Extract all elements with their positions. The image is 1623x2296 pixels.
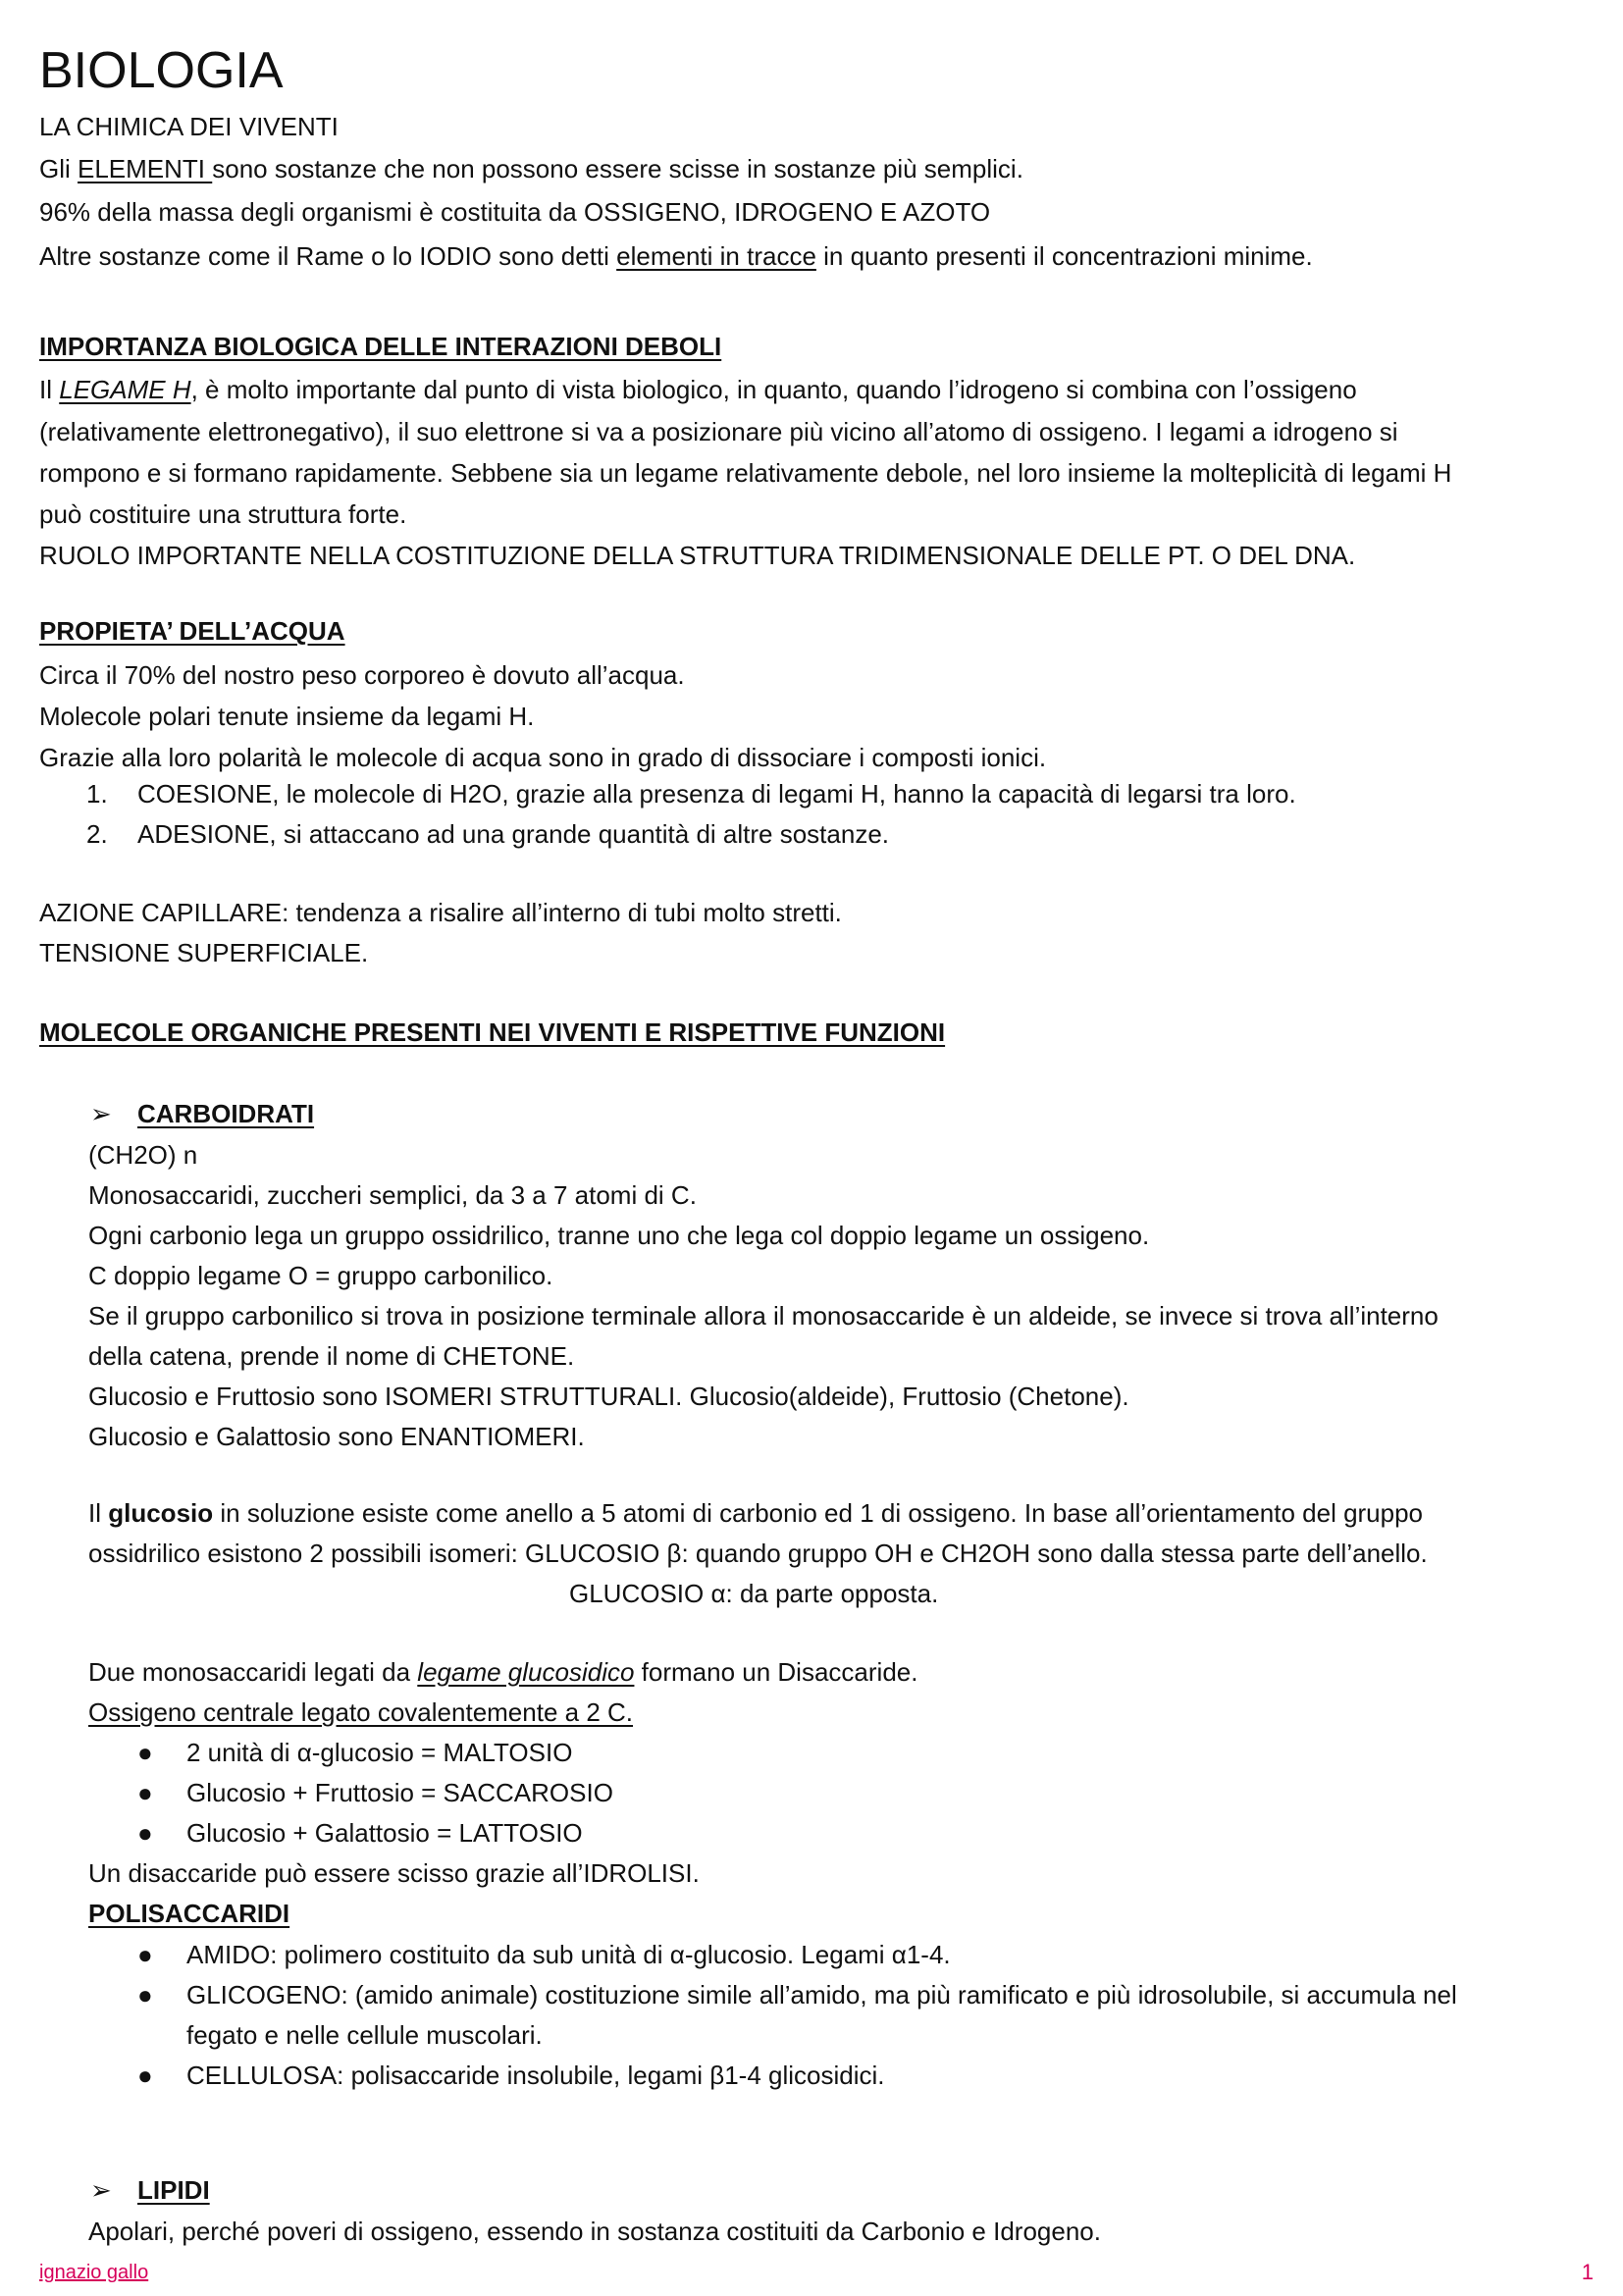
glucosio-line-3: GLUCOSIO α: da parte opposta.	[569, 1579, 939, 1608]
footer-author-link[interactable]: ignazio gallo	[39, 2262, 149, 2283]
list-item: 2 unità di α-glucosio = MALTOSIO	[186, 1738, 573, 1767]
s1-line-2: (relativamente elettronegativo), il suo elettrone si va a posizionare più vicino all’atomo di ossigeno. I legami a idrogeno si	[39, 417, 1398, 446]
s2-line-2: Molecole polari tenute insieme da legami H.	[39, 702, 535, 731]
polisaccaridi-heading: POLISACCARIDI	[88, 1899, 290, 1928]
carbo-line-7: Glucosio e Galattosio sono ENANTIOMERI.	[88, 1422, 585, 1451]
idrolisi-line: Un disaccaride può essere scisso grazie all’IDROLISI.	[88, 1858, 700, 1888]
carbo-line-5: della catena, prende il nome di CHETONE.	[88, 1341, 575, 1371]
elementi-in-tracce-term: elementi in tracce	[616, 241, 816, 271]
carbo-formula: (CH2O) n	[88, 1140, 198, 1170]
lipidi-title: LIPIDI	[137, 2175, 210, 2205]
disaccaride-line: Due monosaccaridi legati da legame glucosidico formano un Disaccaride.	[88, 1657, 918, 1687]
list-item: COESIONE, le molecole di H2O, grazie alla presenza di legami H, hanno la capacità di legarsi tra loro.	[137, 779, 1296, 809]
arrow-bullet-icon: ➢	[90, 1099, 112, 1128]
list-number: 1.	[86, 779, 108, 809]
list-item-continuation: fegato e nelle cellule muscolari.	[186, 2020, 543, 2050]
s1-line-4: può costituire una struttura forte.	[39, 499, 407, 529]
list-number: 2.	[86, 819, 108, 849]
section-heading-molecole: MOLECOLE ORGANICHE PRESENTI NEI VIVENTI E RISPETTIVE FUNZIONI	[39, 1018, 946, 1047]
bullet-dot: ●	[137, 1940, 153, 1969]
s2-line-5: TENSIONE SUPERFICIALE.	[39, 938, 369, 967]
intro-line-2: 96% della massa degli organismi è costituita da OSSIGENO, IDROGENO E AZOTO	[39, 197, 991, 227]
bullet-dot: ●	[137, 2061, 153, 2090]
s1-line-3: rompono e si formano rapidamente. Sebbene sia un legame relativamente debole, nel loro insieme la molteplicità di legami H	[39, 458, 1452, 488]
arrow-bullet-icon: ➢	[90, 2175, 112, 2205]
carbo-line-1: Monosaccaridi, zuccheri semplici, da 3 a 7 atomi di C.	[88, 1180, 697, 1210]
bullet-dot: ●	[137, 1980, 153, 2009]
bullet-dot: ●	[137, 1738, 153, 1767]
section-heading-interazioni: IMPORTANZA BIOLOGICA DELLE INTERAZIONI DEBOLI	[39, 332, 722, 361]
s1-caps-line: RUOLO IMPORTANTE NELLA COSTITUZIONE DELLA STRUTTURA TRIDIMENSIONALE DELLE PT. O DEL DNA.	[39, 541, 1356, 570]
lipidi-line-1: Apolari, perché poveri di ossigeno, essendo in sostanza costituiti da Carbonio e Idrogeno.	[88, 2217, 1101, 2246]
glucosio-line-1: Il glucosio in soluzione esiste come anello a 5 atomi di carbonio ed 1 di ossigeno. In base all’orientamento del gruppo	[88, 1498, 1424, 1528]
elementi-term: ELEMENTI	[78, 154, 213, 183]
ossigeno-centrale-line: Ossigeno centrale legato covalentemente a 2 C.	[88, 1697, 634, 1727]
s2-line-3: Grazie alla loro polarità le molecole di acqua sono in grado di dissociare i composti ionici.	[39, 743, 1047, 772]
list-item: CELLULOSA: polisaccaride insolubile, legami β1-4 glicosidici.	[186, 2061, 885, 2090]
page-title: BIOLOGIA	[39, 42, 284, 99]
list-item: Glucosio + Fruttosio = SACCAROSIO	[186, 1778, 613, 1807]
subtitle: LA CHIMICA DEI VIVENTI	[39, 112, 339, 141]
intro-line-1: Gli ELEMENTI sono sostanze che non possono essere scisse in sostanze più semplici.	[39, 154, 1023, 183]
s2-line-1: Circa il 70% del nostro peso corporeo è dovuto all’acqua.	[39, 660, 685, 690]
carbo-line-4: Se il gruppo carbonilico si trova in posizione terminale allora il monosaccaride è un aldeide, se invece si trova all’interno	[88, 1301, 1439, 1331]
legame-glucosidico-term: legame glucosidico	[417, 1657, 635, 1687]
s2-line-4: AZIONE CAPILLARE: tendenza a risalire all’interno di tubi molto stretti.	[39, 898, 842, 927]
intro-line-3: Altre sostanze come il Rame o lo IODIO sono detti elementi in tracce in quanto presenti il concentrazioni minime.	[39, 241, 1313, 271]
s1-line-1: Il LEGAME H, è molto importante dal punto di vista biologico, in quanto, quando l’idrogeno si combina con l’ossigeno	[39, 375, 1357, 404]
glucosio-line-2: ossidrilico esistono 2 possibili isomeri: GLUCOSIO β: quando gruppo OH e CH2OH sono dalla stessa parte dell’anello.	[88, 1539, 1428, 1568]
carbo-line-2: Ogni carbonio lega un gruppo ossidrilico, tranne uno che lega col doppio legame un ossigeno.	[88, 1221, 1150, 1250]
carboidrati-title: CARBOIDRATI	[137, 1099, 315, 1128]
bullet-dot: ●	[137, 1778, 153, 1807]
glucosio-term: glucosio	[108, 1498, 214, 1528]
carbo-line-6: Glucosio e Fruttosio sono ISOMERI STRUTTURALI. Glucosio(aldeide), Fruttosio (Chetone).	[88, 1382, 1129, 1411]
bullet-dot: ●	[137, 1818, 153, 1848]
section-heading-acqua: PROPIETA’ DELL’ACQUA	[39, 616, 345, 646]
list-item: ADESIONE, si attaccano ad una grande quantità di altre sostanze.	[137, 819, 890, 849]
page-number: 1	[1581, 2260, 1594, 2284]
carbo-line-3: C doppio legame O = gruppo carbonilico.	[88, 1261, 553, 1290]
legame-h-term: LEGAME H	[59, 375, 191, 404]
list-item: GLICOGENO: (amido animale) costituzione simile all’amido, ma più ramificato e più idrosolubile, si accumula nel	[186, 1980, 1457, 2009]
list-item: AMIDO: polimero costituito da sub unità di α-glucosio. Legami α1-4.	[186, 1940, 951, 1969]
list-item: Glucosio + Galattosio = LATTOSIO	[186, 1818, 583, 1848]
